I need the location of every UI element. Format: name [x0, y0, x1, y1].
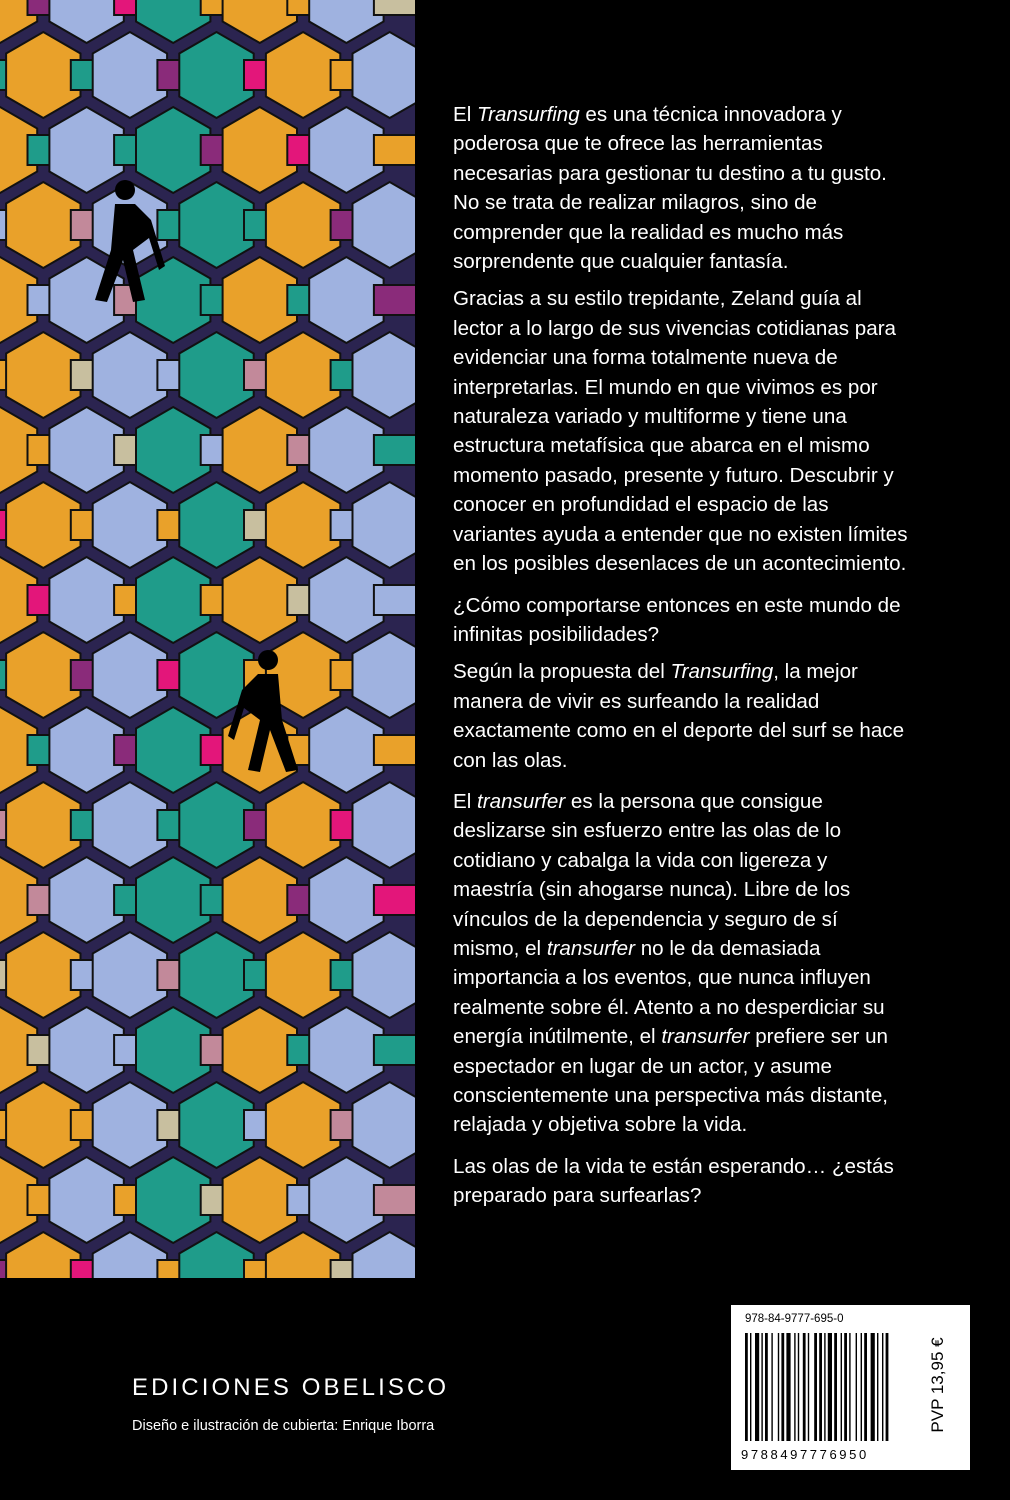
barcode-bar [781, 1333, 784, 1441]
maze-bar [374, 135, 415, 165]
barcode-bar [794, 1333, 795, 1441]
barcode-bar [856, 1333, 857, 1441]
maze-bar [374, 285, 415, 315]
barcode-bar [750, 1333, 751, 1441]
barcode-icon [739, 1333, 924, 1463]
barcode-bar [849, 1333, 850, 1441]
barcode-bar [786, 1333, 790, 1441]
barcode-bar [844, 1333, 847, 1441]
isbn-text: 978-84-9777-695-0 [745, 1313, 844, 1325]
barcode-bar [824, 1333, 825, 1441]
back-cover-blurb [453, 100, 908, 1219]
barcode-bar [828, 1333, 832, 1441]
cover-illustration [0, 0, 415, 1278]
blurb-paragraph-1: El Transurfing es una técnica innovadora y poderosa que te ofrece las herramientas necesarias para gestionar tu destino a tu gusto. No se trata de realizar milagros, sino de comprender que la realidad es mucho más sorprendente que cualquier fantasía. [453, 103, 887, 274]
barcode-bar [871, 1333, 875, 1441]
barcode-bar [882, 1333, 883, 1441]
barcode-bar [841, 1333, 842, 1441]
barcode-label [731, 1305, 970, 1470]
maze-bar [374, 0, 415, 15]
barcode-bar [861, 1333, 862, 1441]
maze-bar [374, 1035, 415, 1065]
maze-bar [374, 1185, 415, 1215]
barcode-bar [814, 1333, 817, 1441]
barcode-bar [755, 1333, 759, 1441]
blurb-paragraph-2: Gracias a su estilo trepidante, Zeland guía al lector a lo largo de sus vivencias cotidianas para evidenciar una forma totalmente nueva de interpretarlas. El mundo en que vivimos es por naturaleza variado y multiforme y tiene una estructura metafísica que abarca en el mismo momento pasado, presente y futuro. Descubrir y conocer en profundidad el espacio de las variantes ayuda a entender que no existen límites en los posibles desenlaces de un acontecimiento. [453, 287, 908, 576]
barcode-bar [834, 1333, 837, 1441]
barcode-bar [798, 1333, 799, 1441]
barcode-bar [886, 1333, 889, 1441]
barcode-bar [765, 1333, 768, 1441]
barcode-bar [761, 1333, 762, 1441]
barcode-bar [877, 1333, 878, 1441]
barcode-bar [864, 1333, 867, 1441]
maze-bar [374, 735, 415, 765]
barcode-bar [808, 1333, 809, 1441]
cover-credits: Diseño e ilustración de cubierta: Enrique Iborra [132, 1418, 435, 1434]
maze-bar [374, 435, 415, 465]
blurb-paragraph-6: Las olas de la vida te están esperando… ¿estás preparado para surfearlas? [453, 1154, 894, 1208]
blurb-paragraph-5: El transurfer es la persona que consigue deslizarse sin esfuerzo entre las olas de lo cotidiano y cabalga la vida con ligereza y maestría (sin ahogarse nunca). Libre de los vínculos de la dependencia y seguro de sí mismo, el transurfer no le da demasiada importancia a los eventos, que nunca influyen realmente sobre él. Atento a no desperdiciar su energía inútilmente, el transurfer prefiere ser un espectador en lugar de un actor, y asume conscientemente una perspectiva más distante, relajada y objetiva sobre la vida. [453, 789, 889, 1137]
blurb-paragraph-3: ¿Cómo comportarse entonces en este mundo de infinitas posibilidades? [453, 593, 901, 646]
maze-bar [374, 885, 415, 915]
barcode-bar [778, 1333, 779, 1441]
publisher-name: EDICIONES OBELISCO [132, 1374, 450, 1401]
barcode-bar [819, 1333, 822, 1441]
barcode-bar [771, 1333, 772, 1441]
blurb-paragraph-4: Según la propuesta del Transurfing, la mejor manera de vivir es surfeando la realidad exactamente como en el deporte del surf se hace con las olas. [453, 660, 905, 772]
barcode-bar [745, 1333, 748, 1441]
price-label: PVP 13,95 € [928, 1337, 947, 1433]
barcode-number: 9788497776950 [741, 1447, 869, 1462]
maze-illustration [0, 0, 415, 1278]
maze-bar [374, 585, 415, 615]
barcode-bar [803, 1333, 806, 1441]
